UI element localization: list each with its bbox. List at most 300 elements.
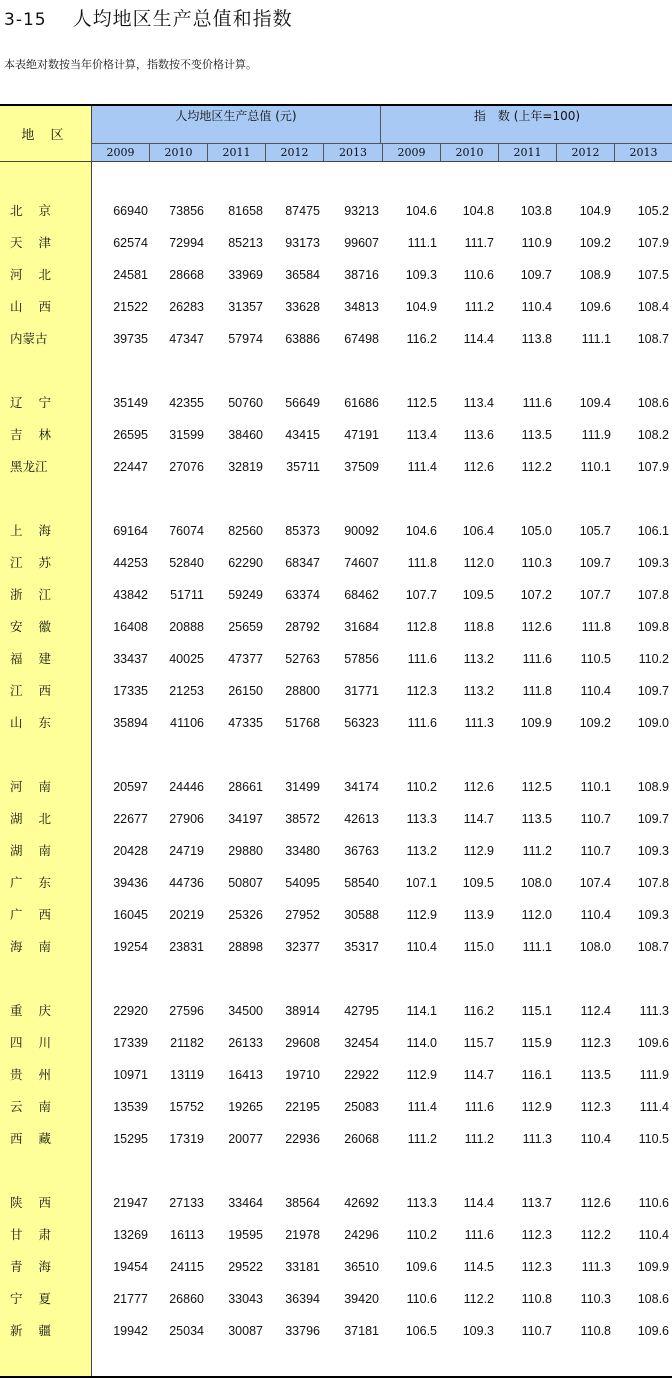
table-row [0,841,672,861]
year-header-cell: 2011 [207,144,265,162]
index-cell: 111.6 [407,652,437,666]
index-cell: 110.3 [580,1292,611,1306]
index-cell: 116.2 [406,332,437,346]
year-header-cell: 2009 [91,144,149,162]
region-name: 山西 [10,299,68,314]
index-cell: 111.1 [522,940,552,954]
gdp-cell: 26133 [228,1036,263,1050]
index-cell: 109.6 [579,300,611,314]
region-name: 江西 [10,683,68,698]
gdp-cell: 24296 [344,1228,379,1242]
gdp-cell: 28668 [169,268,204,282]
index-cell: 113.6 [463,428,494,442]
table-row [0,297,672,317]
year-header-row [91,144,672,162]
index-cell: 107.1 [405,876,437,890]
gdp-cell: 26068 [344,1132,379,1146]
index-cell: 110.1 [580,460,611,474]
gdp-cell: 56323 [344,716,379,730]
gdp-cell: 20219 [169,908,204,922]
index-cell: 111.6 [407,716,437,730]
index-cell: 110.6 [638,1196,669,1210]
index-cell: 109.7 [520,268,552,282]
gdp-cell: 27906 [169,812,204,826]
gdp-cell: 39735 [113,332,148,346]
index-cell: 111.2 [522,844,552,858]
gdp-cell: 33181 [285,1260,320,1274]
gdp-cell: 69164 [113,524,148,538]
region-name: 上海 [10,523,68,538]
index-cell: 110.2 [638,652,669,666]
index-cell: 109.7 [637,812,669,826]
index-cell: 114.7 [463,812,494,826]
index-cell: 109.3 [637,844,669,858]
gdp-cell: 16413 [228,1068,263,1082]
gdp-cell: 39420 [344,1292,379,1306]
index-cell: 113.2 [463,652,494,666]
table-row [0,1321,672,1341]
gdp-cell: 43415 [285,428,320,442]
region-name: 陕西 [10,1195,68,1210]
region-name: 湖南 [10,843,68,858]
index-cell: 113.3 [406,812,437,826]
index-cell: 114.0 [406,1036,437,1050]
gdp-cell: 21182 [170,1036,204,1050]
gdp-cell: 19454 [113,1260,148,1274]
gdp-cell: 30588 [344,908,379,922]
index-cell: 105.7 [579,524,611,538]
gdp-cell: 28800 [285,684,320,698]
index-cell: 110.4 [580,908,611,922]
header-bottom-rule [0,161,672,162]
index-cell: 113.2 [406,844,437,858]
index-cell: 111.6 [522,396,552,410]
table-row [0,1065,672,1085]
index-cell: 116.2 [463,1004,494,1018]
index-cell: 110.5 [638,1132,669,1146]
year-header-cell: 2011 [498,144,556,162]
index-cell: 112.9 [521,1100,552,1114]
year-header-cell: 2012 [556,144,614,162]
gdp-cell: 27596 [169,1004,204,1018]
gdp-cell: 62290 [228,556,263,570]
gdp-cell: 33437 [113,652,148,666]
table-row [0,681,672,701]
gdp-cell: 81658 [228,204,263,218]
gdp-cell: 19254 [113,940,148,954]
index-cell: 113.8 [521,332,552,346]
index-cell: 109.5 [462,876,494,890]
index-cell: 110.3 [521,556,552,570]
gdp-cell: 26860 [169,1292,204,1306]
table-row [0,265,672,285]
gdp-cell: 29608 [285,1036,320,1050]
gdp-cell: 16045 [113,908,148,922]
index-cell: 109.2 [579,236,611,250]
gdp-cell: 82560 [228,524,263,538]
index-cell: 107.7 [579,588,611,602]
index-cell: 104.8 [462,204,494,218]
table-row [0,521,672,541]
index-group-header: 指 数 (上年=100) [473,109,581,123]
gdp-cell: 19942 [113,1324,148,1338]
gdp-cell: 73856 [169,204,204,218]
index-cell: 113.4 [463,396,494,410]
gdp-cell: 25326 [228,908,263,922]
index-cell: 108.7 [637,940,669,954]
index-cell: 111.3 [639,1004,669,1018]
index-cell: 111.8 [581,620,611,634]
gdp-cell: 21947 [113,1196,148,1210]
index-cell: 111.3 [581,1260,611,1274]
index-cell: 108.9 [637,780,669,794]
region-name: 福建 [10,651,68,666]
group-divider [380,106,381,143]
region-name: 北京 [10,203,68,218]
table-row [0,1001,672,1021]
index-cell: 110.4 [638,1228,669,1242]
table-row [0,425,672,445]
index-cell: 109.3 [462,1324,494,1338]
gdp-cell: 31499 [285,780,320,794]
gdp-cell: 30087 [228,1324,263,1338]
region-name: 吉林 [10,427,68,442]
gdp-cell: 37509 [344,460,379,474]
index-cell: 109.9 [637,1260,669,1274]
index-cell: 110.7 [521,1324,552,1338]
index-cell: 110.1 [580,780,611,794]
region-name: 湖北 [10,811,68,826]
region-name: 四川 [10,1035,68,1050]
gdp-cell: 38914 [285,1004,320,1018]
gdp-cell: 39436 [113,876,148,890]
index-cell: 107.9 [637,236,669,250]
table-row [0,553,672,573]
index-cell: 118.8 [463,620,494,634]
index-cell: 111.8 [407,556,437,570]
index-cell: 115.7 [463,1036,494,1050]
gdp-cell: 15295 [113,1132,148,1146]
index-cell: 112.2 [521,460,552,474]
index-cell: 108.2 [637,428,669,442]
gdp-cell: 22922 [344,1068,379,1082]
gdp-cell: 31684 [344,620,379,634]
table-row [0,809,672,829]
gdp-cell: 22920 [113,1004,148,1018]
gdp-cell: 85213 [228,236,263,250]
index-cell: 112.3 [521,1228,552,1242]
table-bottom-rule [0,1376,672,1378]
page-title [4,4,293,30]
index-cell: 110.8 [580,1324,611,1338]
region-name: 河北 [10,267,68,282]
gdp-cell: 35317 [344,940,379,954]
index-cell: 111.7 [464,236,494,250]
table-row [0,713,672,733]
gdp-cell: 42795 [344,1004,379,1018]
gdp-cell: 27076 [169,460,204,474]
gdp-cell: 33464 [228,1196,263,1210]
table-row [0,201,672,221]
index-cell: 113.5 [521,812,552,826]
index-cell: 112.0 [463,556,494,570]
gdp-cell: 99607 [344,236,379,250]
index-cell: 106.4 [462,524,494,538]
gdp-cell: 52763 [285,652,320,666]
index-cell: 110.4 [580,1132,611,1146]
gdp-cell: 13119 [170,1068,204,1082]
gdp-cell: 32377 [285,940,320,954]
gdp-cell: 24115 [170,1260,204,1274]
gdp-cell: 38460 [228,428,263,442]
index-cell: 106.5 [405,1324,437,1338]
table-row [0,937,672,957]
gdp-cell: 34813 [344,300,379,314]
gdp-cell: 33628 [285,300,320,314]
table-row [0,905,672,925]
table-row [0,1193,672,1213]
region-name: 黑龙江 [10,459,48,474]
gdp-cell: 47191 [344,428,379,442]
region-name: 广东 [10,875,68,890]
gdp-cell: 31771 [344,684,379,698]
index-cell: 113.9 [463,908,494,922]
gdp-cell: 26283 [169,300,204,314]
year-header-cell: 2010 [440,144,498,162]
table-row [0,873,672,893]
gdp-cell: 47347 [169,332,204,346]
index-cell: 112.9 [463,844,494,858]
index-cell: 111.1 [581,332,611,346]
gdp-cell: 57974 [228,332,263,346]
index-cell: 112.3 [580,1100,611,1114]
gdp-cell: 24446 [169,780,204,794]
gdp-cell: 17319 [169,1132,204,1146]
index-cell: 110.7 [580,844,611,858]
gdp-cell: 56649 [285,396,320,410]
index-cell: 109.8 [637,620,669,634]
index-cell: 107.5 [637,268,669,282]
index-cell: 107.8 [637,588,669,602]
gdp-cell: 90092 [344,524,379,538]
gdp-cell: 21253 [169,684,204,698]
index-cell: 110.6 [406,1292,437,1306]
index-cell: 110.4 [521,300,552,314]
index-cell: 112.3 [580,1036,611,1050]
index-cell: 112.9 [406,1068,437,1082]
gdp-cell: 59249 [228,588,263,602]
index-cell: 112.6 [463,460,494,474]
region-name: 云南 [10,1099,68,1114]
year-header-cell: 2013 [323,144,382,162]
index-cell: 113.5 [580,1068,611,1082]
gdp-cell: 68347 [285,556,320,570]
gdp-cell: 58540 [344,876,379,890]
index-cell: 114.5 [463,1260,494,1274]
table-row [0,617,672,637]
index-cell: 110.9 [521,236,552,250]
gdp-cell: 32454 [344,1036,379,1050]
index-cell: 108.7 [637,332,669,346]
index-cell: 109.3 [637,908,669,922]
index-cell: 110.7 [580,812,611,826]
index-cell: 108.6 [637,1292,669,1306]
index-cell: 113.2 [463,684,494,698]
index-cell: 110.6 [463,268,494,282]
index-cell: 109.5 [462,588,494,602]
table-number: 3-15 [4,10,47,30]
gdp-cell: 67498 [344,332,379,346]
index-cell: 110.2 [406,1228,437,1242]
index-cell: 112.5 [406,396,437,410]
region-name: 江苏 [10,555,68,570]
region-name: 海南 [10,939,68,954]
region-name: 贵州 [10,1067,68,1082]
gdp-cell: 31357 [228,300,263,314]
gdp-cell: 25034 [169,1324,204,1338]
gdp-cell: 24719 [169,844,204,858]
gdp-cell: 42613 [344,812,379,826]
gdp-cell: 93173 [285,236,320,250]
gdp-cell: 13269 [113,1228,148,1242]
index-cell: 116.1 [521,1068,552,1082]
index-cell: 109.3 [405,268,437,282]
index-cell: 114.1 [406,1004,437,1018]
index-cell: 110.4 [406,940,437,954]
year-header-cell: 2010 [149,144,207,162]
index-cell: 104.6 [405,204,437,218]
index-cell: 109.6 [405,1260,437,1274]
gdp-cell: 20888 [169,620,204,634]
index-cell: 109.4 [579,396,611,410]
gdp-cell: 47377 [228,652,263,666]
index-cell: 109.6 [637,1324,669,1338]
gdp-cell: 26595 [113,428,148,442]
gdp-cell: 38716 [344,268,379,282]
index-cell: 112.2 [463,1292,494,1306]
gdp-cell: 22936 [285,1132,320,1146]
index-cell: 104.9 [405,300,437,314]
index-cell: 107.4 [579,876,611,890]
index-cell: 112.6 [463,780,494,794]
index-cell: 111.6 [464,1100,494,1114]
region-name: 内蒙古 [10,331,48,346]
gdp-cell: 37181 [344,1324,379,1338]
index-cell: 114.4 [463,332,494,346]
year-header-cell: 2009 [382,144,440,162]
index-cell: 109.6 [637,1036,669,1050]
gdp-cell: 34174 [344,780,379,794]
gdp-cell: 51768 [285,716,320,730]
table-row [0,649,672,669]
index-cell: 107.8 [637,876,669,890]
gdp-cell: 25659 [228,620,263,634]
gdp-cell: 22447 [113,460,148,474]
table-row [0,457,672,477]
region-name: 广西 [10,907,68,922]
table-row [0,1289,672,1309]
region-name: 安徽 [10,619,68,634]
index-cell: 113.7 [521,1196,552,1210]
gdp-cell: 42355 [169,396,204,410]
index-cell: 108.6 [637,396,669,410]
gdp-cell: 43842 [113,588,148,602]
index-cell: 108.4 [637,300,669,314]
table-row [0,585,672,605]
gdp-cell: 21522 [113,300,148,314]
gdp-cell: 57856 [344,652,379,666]
gdp-cell: 33796 [285,1324,320,1338]
gdp-cell: 13539 [113,1100,148,1114]
index-cell: 114.7 [463,1068,494,1082]
gdp-cell: 36510 [344,1260,379,1274]
gdp-cell: 76074 [169,524,204,538]
region-name: 浙江 [10,587,68,602]
index-cell: 107.7 [405,588,437,602]
gdp-cell: 93213 [344,204,379,218]
index-cell: 111.6 [464,1228,494,1242]
index-cell: 111.4 [407,1100,437,1114]
index-cell: 113.5 [521,428,552,442]
gdp-cell: 35149 [113,396,148,410]
gdp-cell: 29880 [228,844,263,858]
region-name: 西藏 [10,1131,68,1146]
region-header: 地 区 [21,128,70,143]
region-name: 甘肃 [10,1227,68,1242]
gdp-cell: 50760 [228,396,263,410]
index-cell: 110.5 [580,652,611,666]
index-cell: 111.8 [522,684,552,698]
index-cell: 110.8 [521,1292,552,1306]
gdp-cell: 44736 [169,876,204,890]
table-row [0,777,672,797]
gdp-cell: 35894 [113,716,148,730]
index-cell: 105.0 [520,524,552,538]
index-cell: 111.4 [407,460,437,474]
index-cell: 112.9 [406,908,437,922]
gdp-cell: 10971 [113,1068,148,1082]
table-row [0,393,672,413]
index-cell: 111.2 [464,1132,494,1146]
region-name: 山东 [10,715,68,730]
index-cell: 113.3 [406,1196,437,1210]
gdp-cell: 51711 [170,588,204,602]
index-cell: 112.4 [580,1004,611,1018]
gdp-cell: 40025 [169,652,204,666]
gdp-cell: 54095 [285,876,320,890]
gdp-cell: 32819 [228,460,263,474]
index-cell: 115.1 [521,1004,552,1018]
index-cell: 110.2 [406,780,437,794]
gdp-cell: 74607 [344,556,379,570]
table-title: 人均地区生产总值和指数 [72,8,293,30]
index-cell: 115.0 [463,940,494,954]
gdp-cell: 47335 [228,716,263,730]
region-name: 重庆 [10,1003,68,1018]
gdp-cell: 26150 [228,684,263,698]
index-cell: 111.9 [639,1068,669,1082]
gdp-cell: 66940 [113,204,148,218]
index-cell: 113.4 [406,428,437,442]
region-name: 河南 [10,779,68,794]
index-cell: 114.4 [463,1196,494,1210]
gdp-cell: 19595 [228,1228,263,1242]
gdp-cell: 31599 [169,428,204,442]
index-cell: 112.6 [580,1196,611,1210]
gdp-cell: 68462 [344,588,379,602]
gdp-cell: 52840 [169,556,204,570]
gdp-cell: 15752 [169,1100,204,1114]
